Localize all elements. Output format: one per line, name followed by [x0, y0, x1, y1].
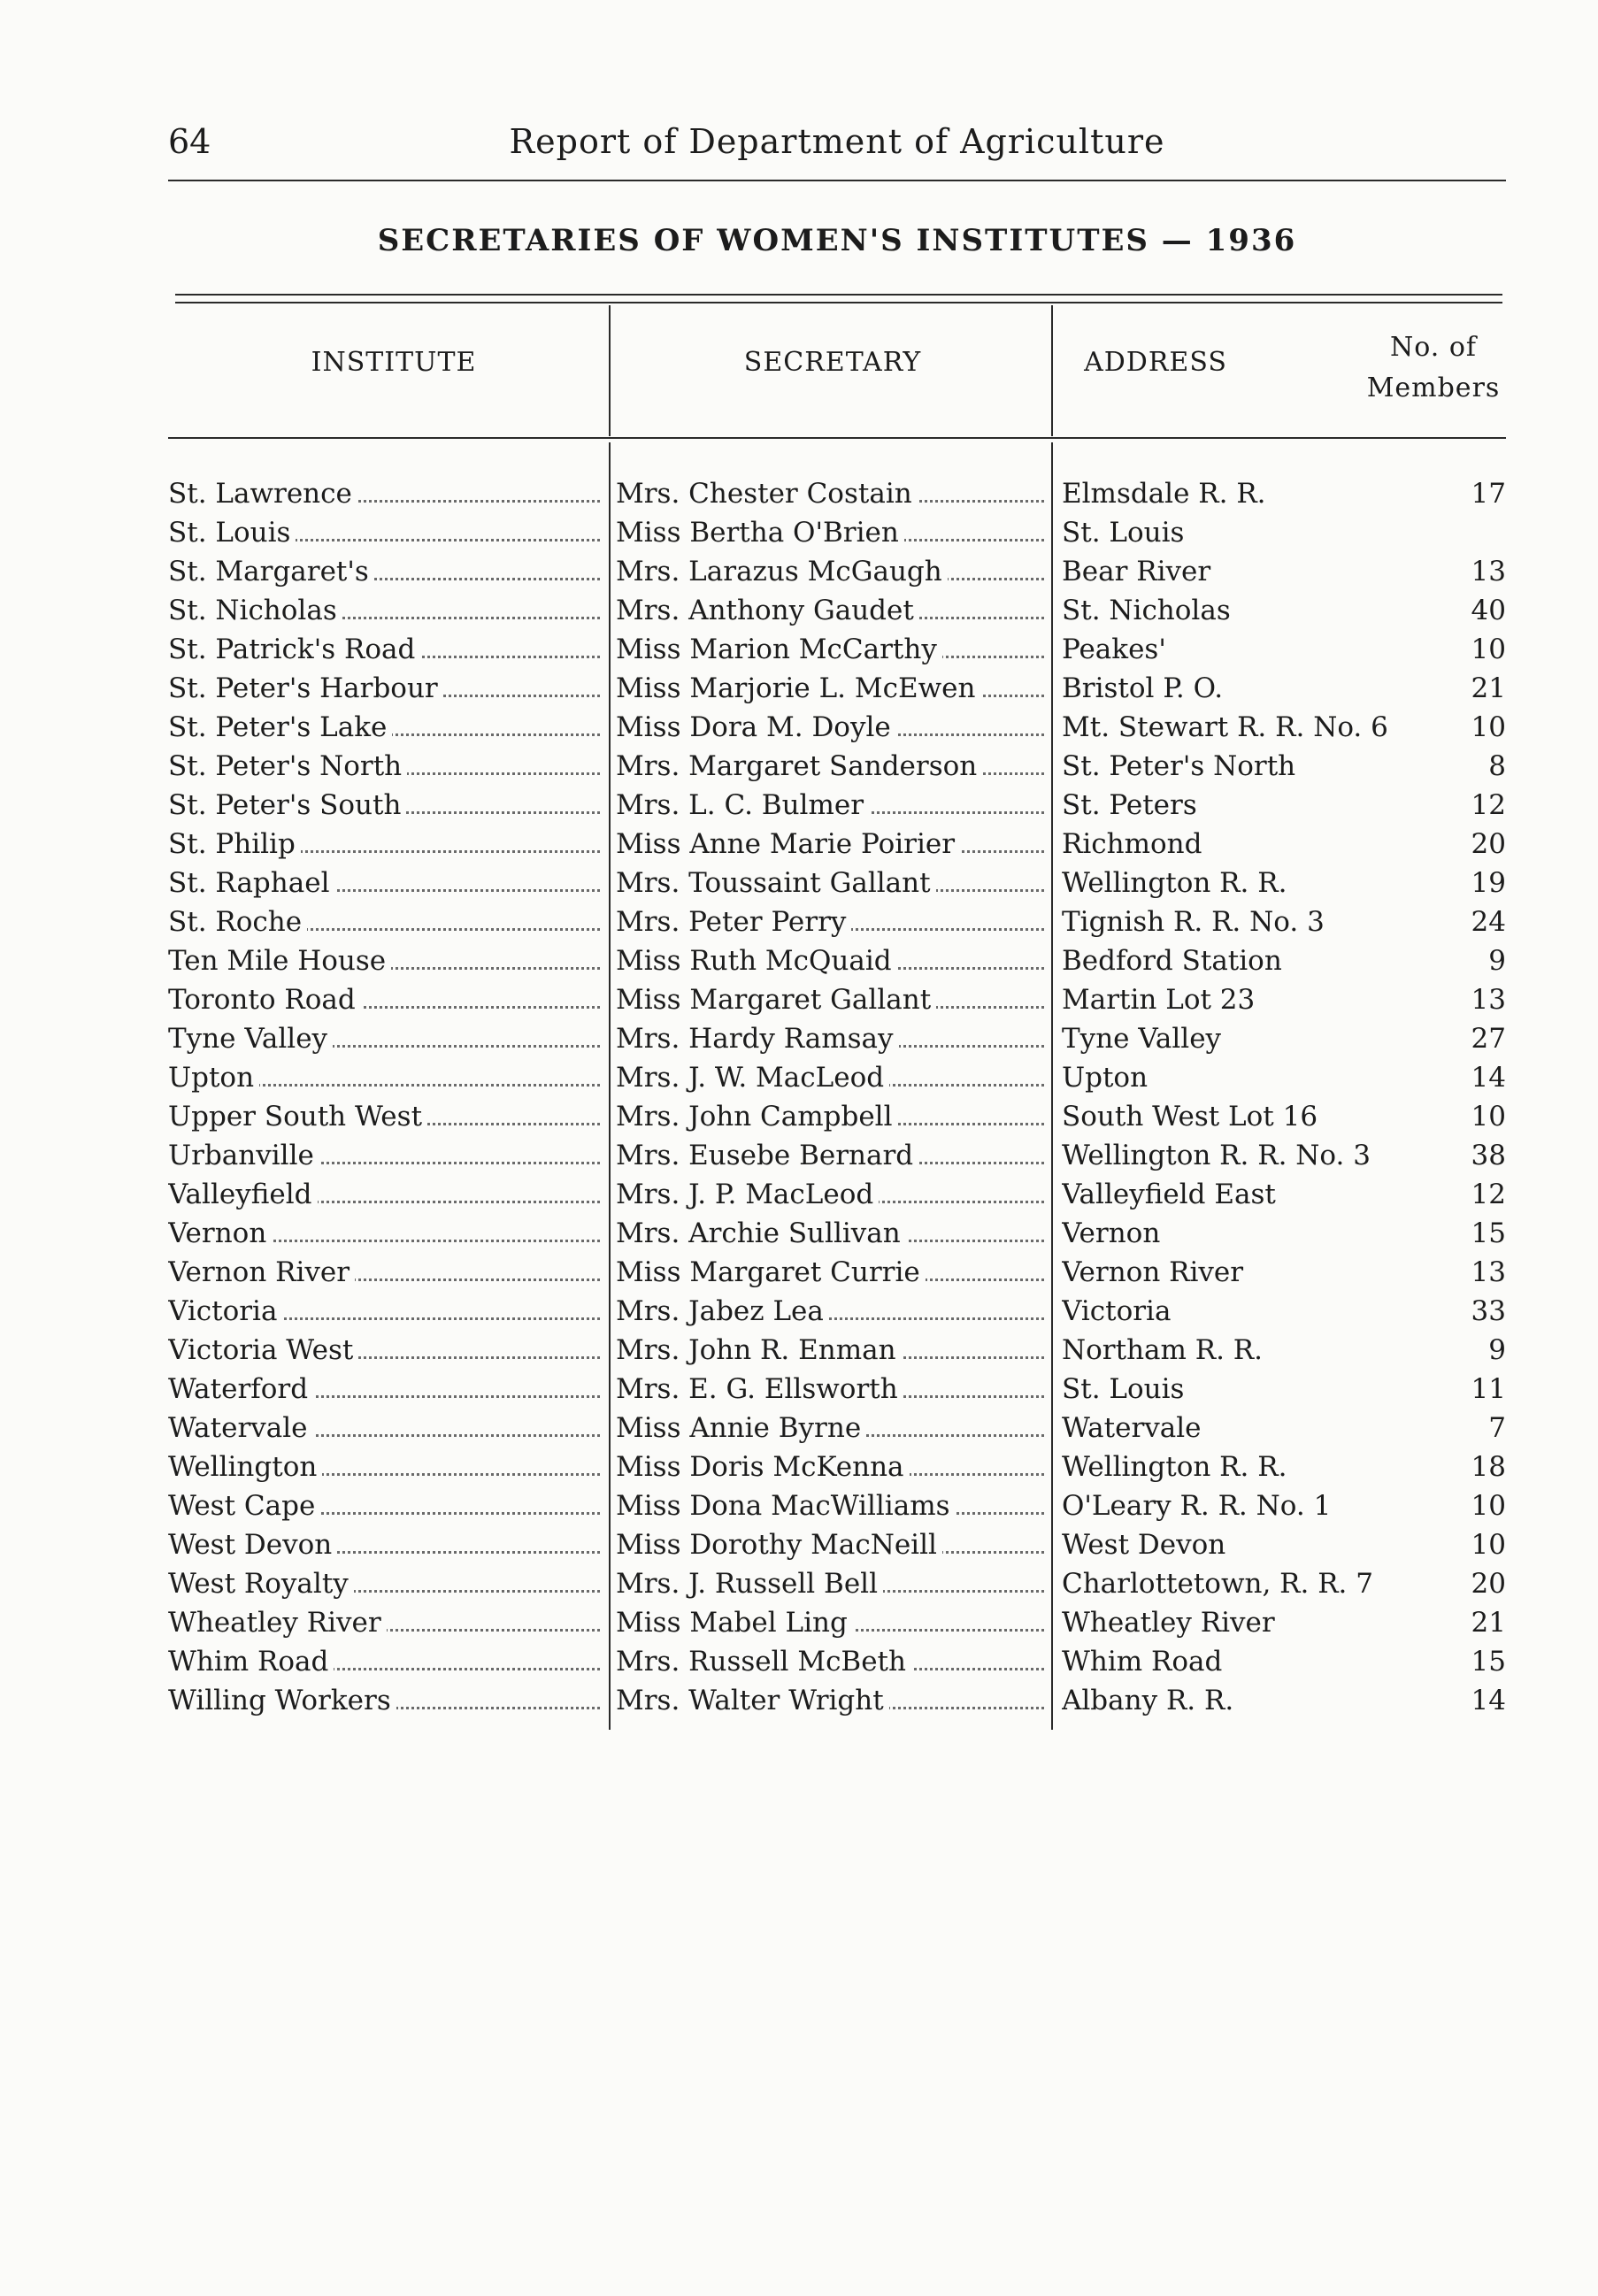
secretary-cell: [616, 1214, 1044, 1253]
institute-cell: [168, 902, 600, 941]
secretary-cell: [616, 902, 1044, 941]
members-count: 24: [1471, 906, 1506, 938]
table-row: [168, 1409, 1506, 1447]
institute-name: St. Raphael: [168, 867, 335, 899]
table-row: [168, 1564, 1506, 1603]
secretary-cell: [616, 786, 1044, 825]
members-count: 10: [1471, 634, 1506, 665]
secretary-cell: [616, 1486, 1044, 1525]
table-body: [168, 474, 1506, 1720]
table-row: [168, 552, 1506, 591]
table-row: [168, 1370, 1506, 1409]
secretary-cell: [616, 708, 1044, 747]
institute-name: Wheatley River: [168, 1607, 387, 1639]
secretary-name: Mrs. E. G. Ellsworth: [616, 1373, 903, 1405]
secretary-cell: [616, 1058, 1044, 1097]
institute-cell: [168, 1409, 600, 1447]
institute-cell: [168, 552, 600, 591]
table-row: [168, 941, 1506, 980]
institute-cell: [168, 1136, 600, 1175]
secretary-name: Mrs. Eusebe Bernard: [616, 1140, 918, 1171]
secretary-cell: [616, 1525, 1044, 1564]
institute-cell: [168, 1019, 600, 1058]
secretary-cell: [616, 1175, 1044, 1214]
members-count: 8: [1488, 750, 1506, 782]
institute-name: St. Patrick's Road: [168, 634, 420, 665]
institute-name: St. Nicholas: [168, 595, 342, 626]
address-cell: Wellington R. R. No. 3: [1062, 1140, 1371, 1171]
members-count: 14: [1471, 1062, 1506, 1094]
institute-name: Wellington: [168, 1451, 322, 1483]
secretary-name: Miss Marjorie L. McEwen: [616, 672, 980, 704]
institute-cell: [168, 1642, 600, 1681]
secretary-cell: [616, 1292, 1044, 1331]
address-cell: Tignish R. R. No. 3: [1062, 906, 1325, 938]
members-count: 18: [1471, 1451, 1506, 1483]
institute-cell: [168, 1331, 600, 1370]
address-cell: Vernon: [1062, 1217, 1161, 1249]
column-separator-1: [609, 305, 611, 436]
secretary-name: Mrs. John Campbell: [616, 1101, 898, 1133]
secretary-cell: [616, 864, 1044, 902]
table-row: [168, 1253, 1506, 1292]
secretary-name: Miss Marion McCarthy: [616, 634, 942, 665]
members-count: 15: [1471, 1646, 1506, 1678]
institute-name: St. Peter's South: [168, 789, 406, 821]
table-row: [168, 902, 1506, 941]
institute-cell: [168, 1603, 600, 1642]
institute-name: Ten Mile House: [168, 945, 391, 977]
secretary-name: Mrs. Chester Costain: [616, 478, 918, 510]
secretary-name: Mrs. Larazus McGaugh: [616, 556, 948, 587]
secretary-name: Miss Dora M. Doyle: [616, 711, 896, 743]
address-cell: Victoria: [1062, 1295, 1172, 1327]
secretary-name: Miss Bertha O'Brien: [616, 517, 904, 549]
address-cell: Tyne Valley: [1062, 1023, 1222, 1055]
header-rule: [168, 180, 1506, 181]
institute-name: St. Philip: [168, 828, 301, 860]
members-count: 13: [1471, 1256, 1506, 1288]
address-cell: Peakes': [1062, 634, 1166, 665]
institute-cell: [168, 474, 600, 513]
table-row: [168, 1486, 1506, 1525]
institute-name: St. Louis: [168, 517, 296, 549]
secretary-cell: [616, 747, 1044, 786]
secretary-name: Miss Anne Marie Poirier: [616, 828, 960, 860]
address-cell: St. Nicholas: [1062, 595, 1231, 626]
address-cell: Valleyfield East: [1062, 1179, 1276, 1210]
secretary-cell: [616, 1253, 1044, 1292]
institute-cell: [168, 1214, 600, 1253]
secretary-name: Miss Mabel Ling: [616, 1607, 853, 1639]
table-row: [168, 1447, 1506, 1486]
secretary-name: Miss Margaret Gallant: [616, 984, 936, 1016]
table-top-rule: [175, 294, 1502, 296]
institute-cell: [168, 1525, 600, 1564]
table-title: SECRETARIES OF WOMEN'S INSTITUTES — 1936: [377, 223, 1297, 258]
page-header: [168, 122, 1506, 175]
secretary-name: Mrs. Walter Wright: [616, 1685, 889, 1716]
column-separator-2: [1051, 305, 1053, 436]
institute-name: Vernon: [168, 1217, 272, 1249]
table-row: [168, 864, 1506, 902]
institute-name: St. Peter's Harbour: [168, 672, 443, 704]
table-row: [168, 591, 1506, 630]
institute-name: Toronto Road: [168, 984, 361, 1016]
secretary-name: Mrs. John R. Enman: [616, 1334, 902, 1366]
secretary-name: Mrs. Margaret Sanderson: [616, 750, 982, 782]
secretary-name: Miss Annie Byrne: [616, 1412, 866, 1444]
table-row: [168, 1331, 1506, 1370]
institute-cell: [168, 1292, 600, 1331]
address-cell: Vernon River: [1062, 1256, 1244, 1288]
address-cell: O'Leary R. R. No. 1: [1062, 1490, 1332, 1522]
table-row: [168, 1019, 1506, 1058]
address-cell: Upton: [1062, 1062, 1149, 1094]
table-row: [168, 747, 1506, 786]
column-header-members: [1354, 327, 1513, 409]
members-count: [1451, 513, 1506, 552]
address-cell: Watervale: [1062, 1412, 1202, 1444]
table-row: [168, 1097, 1506, 1136]
address-cell: Northam R. R.: [1062, 1334, 1264, 1366]
table-row: [168, 1525, 1506, 1564]
address-cell: Albany R. R.: [1062, 1685, 1234, 1716]
secretary-cell: [616, 552, 1044, 591]
address-cell: Wellington R. R.: [1062, 867, 1287, 899]
table-row: [168, 1642, 1506, 1681]
institute-name: Valleyfield: [168, 1179, 318, 1210]
table-row: [168, 1214, 1506, 1253]
members-count: 21: [1471, 672, 1506, 704]
secretary-name: Miss Dona MacWilliams: [616, 1490, 956, 1522]
secretary-cell: [616, 1136, 1044, 1175]
running-title: Report of Department of Agriculture: [509, 122, 1165, 161]
address-cell: Bedford Station: [1062, 945, 1282, 977]
address-cell: Martin Lot 23: [1062, 984, 1256, 1016]
address-cell: Mt. Stewart R. R. No. 6: [1062, 711, 1388, 743]
institute-name: West Cape: [168, 1490, 320, 1522]
institute-cell: [168, 825, 600, 864]
secretary-name: Mrs. J. W. MacLeod: [616, 1062, 889, 1094]
institute-cell: [168, 1447, 600, 1486]
column-header-members-line2: Members: [1366, 372, 1501, 403]
institute-name: West Royalty: [168, 1568, 354, 1600]
institute-cell: [168, 1681, 600, 1720]
institute-cell: [168, 591, 600, 630]
secretary-name: Miss Dorothy MacNeill: [616, 1529, 942, 1561]
table-row: [168, 1175, 1506, 1214]
address-cell: Bear River: [1062, 556, 1211, 587]
table-top-rule-second: [175, 302, 1502, 303]
secretary-cell: [616, 1642, 1044, 1681]
table-row: [168, 825, 1506, 864]
members-count: 33: [1471, 1295, 1506, 1327]
institute-cell: [168, 513, 600, 552]
institute-cell: [168, 1058, 600, 1097]
address-cell: St. Peter's North: [1062, 750, 1296, 782]
institute-cell: [168, 1370, 600, 1409]
institute-name: Victoria: [168, 1295, 282, 1327]
members-count: 10: [1471, 711, 1506, 743]
secretary-cell: [616, 1409, 1044, 1447]
institute-name: St. Peter's North: [168, 750, 407, 782]
institute-cell: [168, 747, 600, 786]
secretary-cell: [616, 1447, 1044, 1486]
members-count: 40: [1471, 595, 1506, 626]
table-row: [168, 1681, 1506, 1720]
address-cell: Richmond: [1062, 828, 1202, 860]
institute-name: Upton: [168, 1062, 259, 1094]
members-count: 15: [1471, 1217, 1506, 1249]
institute-name: Watervale: [168, 1412, 313, 1444]
members-count: 10: [1471, 1101, 1506, 1133]
institute-name: St. Peter's Lake: [168, 711, 392, 743]
secretary-name: Mrs. Russell McBeth: [616, 1646, 911, 1678]
secretary-cell: [616, 474, 1044, 513]
members-count: 19: [1471, 867, 1506, 899]
table-row: [168, 513, 1506, 552]
institute-name: Urbanville: [168, 1140, 319, 1171]
members-count: 12: [1471, 1179, 1506, 1210]
institute-name: Victoria West: [168, 1334, 358, 1366]
institute-name: Willing Workers: [168, 1685, 396, 1716]
address-cell: Wheatley River: [1062, 1607, 1275, 1639]
table-row: [168, 669, 1506, 708]
members-count: 9: [1488, 945, 1506, 977]
secretary-cell: [616, 1603, 1044, 1642]
secretary-cell: [616, 630, 1044, 669]
secretary-cell: [616, 825, 1044, 864]
address-cell: South West Lot 16: [1062, 1101, 1318, 1133]
address-cell: Wellington R. R.: [1062, 1451, 1287, 1483]
secretary-name: Miss Margaret Currie: [616, 1256, 926, 1288]
institute-cell: [168, 980, 600, 1019]
secretary-cell: [616, 1370, 1044, 1409]
institute-cell: [168, 1486, 600, 1525]
institute-cell: [168, 708, 600, 747]
institute-cell: [168, 630, 600, 669]
institute-cell: [168, 941, 600, 980]
institute-name: St. Roche: [168, 906, 307, 938]
address-cell: Bristol P. O.: [1062, 672, 1224, 704]
table-row: [168, 474, 1506, 513]
address-cell: St. Louis: [1062, 1373, 1185, 1405]
secretary-name: Miss Doris McKenna: [616, 1451, 910, 1483]
institute-name: St. Lawrence: [168, 478, 357, 510]
secretary-cell: [616, 669, 1044, 708]
institute-cell: [168, 1564, 600, 1603]
institute-name: West Devon: [168, 1529, 337, 1561]
institute-cell: [168, 1097, 600, 1136]
institute-cell: [168, 786, 600, 825]
members-count: 27: [1471, 1023, 1506, 1055]
secretary-cell: [616, 941, 1044, 980]
secretary-name: Mrs. J. Russell Bell: [616, 1568, 883, 1600]
table-row: [168, 630, 1506, 669]
address-cell: Elmsdale R. R.: [1062, 478, 1266, 510]
secretary-name: Mrs. Hardy Ramsay: [616, 1023, 899, 1055]
column-header-address: ADDRESS: [1084, 347, 1227, 378]
secretary-cell: [616, 1331, 1044, 1370]
institute-cell: [168, 669, 600, 708]
institute-cell: [168, 864, 600, 902]
address-cell: St. Peters: [1062, 789, 1197, 821]
address-cell: St. Louis: [1062, 517, 1185, 549]
address-cell: Charlottetown, R. R. 7: [1062, 1568, 1373, 1600]
institute-name: Vernon River: [168, 1256, 355, 1288]
table-row: [168, 1136, 1506, 1175]
institute-name: Whim Road: [168, 1646, 334, 1678]
institute-name: Tyne Valley: [168, 1023, 333, 1055]
members-count: 11: [1471, 1373, 1506, 1405]
column-header-members-line1: No. of: [1389, 332, 1478, 363]
secretary-name: Mrs. J. P. MacLeod: [616, 1179, 879, 1210]
secretary-name: Mrs. Archie Sullivan: [616, 1217, 906, 1249]
table-row: [168, 1058, 1506, 1097]
secretary-name: Mrs. Toussaint Gallant: [616, 867, 936, 899]
table-row: [168, 708, 1506, 747]
secretary-name: Mrs. Anthony Gaudet: [616, 595, 919, 626]
institute-cell: [168, 1253, 600, 1292]
members-count: 9: [1488, 1334, 1506, 1366]
members-count: 20: [1471, 828, 1506, 860]
secretary-cell: [616, 513, 1044, 552]
institute-name: Waterford: [168, 1373, 313, 1405]
members-count: 14: [1471, 1685, 1506, 1716]
address-cell: Whim Road: [1062, 1646, 1223, 1678]
secretary-name: Mrs. L. C. Bulmer: [616, 789, 869, 821]
secretary-name: Mrs. Jabez Lea: [616, 1295, 829, 1327]
secretary-cell: [616, 980, 1044, 1019]
members-count: 21: [1471, 1607, 1506, 1639]
secretary-cell: [616, 1019, 1044, 1058]
members-count: 13: [1471, 984, 1506, 1016]
members-count: 7: [1488, 1412, 1506, 1444]
secretary-cell: [616, 1097, 1044, 1136]
members-count: 20: [1471, 1568, 1506, 1600]
secretary-cell: [616, 591, 1044, 630]
members-count: 38: [1471, 1140, 1506, 1171]
secretary-name: Mrs. Peter Perry: [616, 906, 851, 938]
address-cell: West Devon: [1062, 1529, 1226, 1561]
table-row: [168, 786, 1506, 825]
institute-name: St. Margaret's: [168, 556, 374, 587]
members-count: 13: [1471, 556, 1506, 587]
secretary-cell: [616, 1681, 1044, 1720]
secretary-cell: [616, 1564, 1044, 1603]
column-header-secretary: SECRETARY: [743, 347, 922, 378]
table-row: [168, 980, 1506, 1019]
institute-cell: [168, 1175, 600, 1214]
header-bottom-rule: [168, 437, 1506, 439]
table-row: [168, 1603, 1506, 1642]
secretary-name: Miss Ruth McQuaid: [616, 945, 897, 977]
members-count: 10: [1471, 1529, 1506, 1561]
members-count: 12: [1471, 789, 1506, 821]
members-count: 10: [1471, 1490, 1506, 1522]
institute-name: Upper South West: [168, 1101, 427, 1133]
table-row: [168, 1292, 1506, 1331]
column-header-institute: INSTITUTE: [311, 347, 477, 378]
page-number: 64: [168, 122, 211, 161]
members-count: 17: [1471, 478, 1506, 510]
